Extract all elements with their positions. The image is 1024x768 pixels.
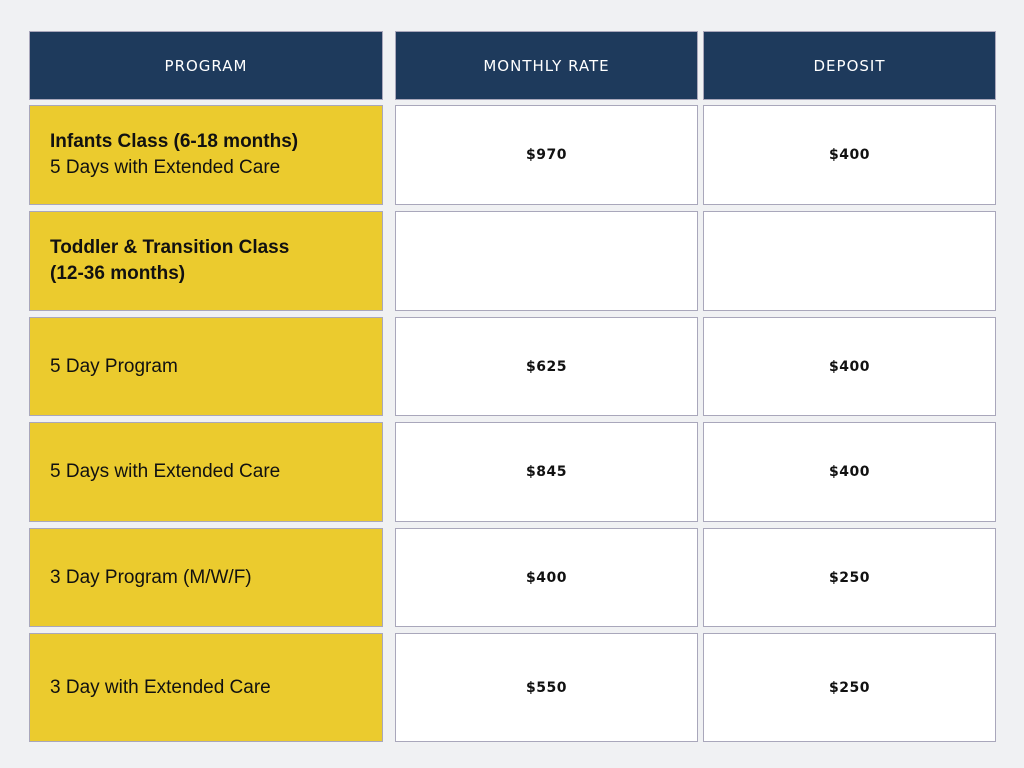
rate-cell (395, 317, 698, 416)
header-program-label: PROGRAM (164, 56, 248, 75)
deposit-cell (703, 105, 996, 205)
rate-cell (395, 105, 698, 205)
deposit-value: $400 (829, 464, 870, 480)
program-label: 3 Day Program (M/W/F) (50, 566, 252, 588)
deposit-cell (703, 317, 996, 416)
program-label: 5 Days with Extended Care (50, 461, 281, 482)
monthly-rate-value: $845 (526, 464, 567, 480)
deposit-cell (703, 211, 996, 311)
rate-cell (395, 633, 698, 742)
program-cell-infants (29, 105, 383, 205)
program-label: 3 Day with Extended Care (50, 676, 271, 698)
program-subtitle: 5 Days with Extended Care (50, 157, 281, 178)
program-label: 5 Day Program (50, 355, 178, 377)
program-cell (29, 633, 383, 742)
deposit-value: $400 (829, 358, 870, 375)
program-subtitle: (12-36 months) (50, 263, 186, 284)
header-deposit-label: DEPOSIT (813, 56, 886, 75)
deposit-cell (703, 422, 996, 522)
rate-cell (395, 528, 698, 627)
deposit-cell (703, 528, 996, 627)
rate-cell (395, 211, 698, 311)
monthly-rate-value: $400 (526, 569, 567, 586)
header-deposit (703, 31, 996, 100)
program-cell-toddler (29, 211, 383, 311)
program-cell (29, 317, 383, 416)
deposit-value: $250 (829, 679, 870, 696)
program-cell (29, 528, 383, 627)
deposit-value: $250 (829, 569, 870, 586)
monthly-rate-value: $625 (526, 358, 567, 375)
program-title: Infants Class (6-18 months) (50, 131, 299, 152)
header-monthly-rate-label: MONTHLY RATE (483, 56, 610, 75)
monthly-rate-value: $970 (526, 147, 567, 163)
rate-cell (395, 422, 698, 522)
deposit-cell (703, 633, 996, 742)
program-cell (29, 422, 383, 522)
deposit-value: $400 (829, 147, 870, 163)
header-program (29, 31, 383, 100)
program-title: Toddler & Transition Class (50, 237, 290, 258)
monthly-rate-value: $550 (526, 679, 567, 696)
header-monthly-rate (395, 31, 698, 100)
